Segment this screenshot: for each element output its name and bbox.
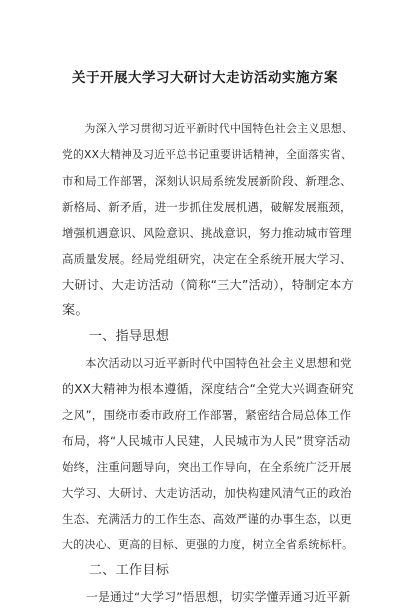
document-body (62, 116, 354, 610)
paragraph-line: 之风”，围绕市委市政府工作部署，紧密结合局总体工作 (62, 408, 352, 422)
section-heading: 一、指导思想 (62, 329, 170, 344)
paragraph-line: 本次活动以习近平新时代中国特色社会主义思想和党 (62, 356, 352, 370)
paragraph-line: 大学习、大研讨、大走访活动，加快构建风清气正的政治 (62, 486, 352, 500)
paragraph-line: 高质量发展。经局党组研究，决定在全系统开展大学习、 (62, 252, 352, 266)
paragraph-line: 大研讨、大走访活动（简称“三大”活动），特制定本方 (62, 278, 354, 292)
paragraph-line: 为深入学习贯彻习近平新时代中国特色社会主义思想、 (62, 122, 354, 135)
paragraph-line: 新格局、新矛盾，进一步抓住发展机遇，破解发展瓶颈， (62, 200, 352, 214)
paragraph-line: 增强机遇意识、风险意识、挑战意识，努力推动城市管理 (62, 226, 352, 240)
paragraph-line: 党的XX大精神及习近平总书记重要讲话精神，全面落实省、 (62, 148, 353, 161)
paragraph-line: 案。 (62, 303, 89, 318)
paragraph-line: 布局，将“人民城市人民建，人民城市为人民”贯穿活动 (62, 434, 351, 448)
paragraph-line: 大的决心、更高的目标、更强的力度，树立全省系统标杆。 (62, 538, 354, 551)
paragraph-line: 始终，注重问题导向，突出工作导向，在全系统广泛开展 (62, 460, 352, 474)
section-heading: 二、工作目标 (62, 563, 170, 578)
document-title: 关于开展大学习大研讨大走访活动实施方案 (72, 70, 338, 86)
paragraph-line: 一是通过“大学习”悟思想，切实学懂弄通习近平新 (62, 590, 351, 604)
paragraph-line: 生态、充满活力的工作生态、高效严谨的办事生态，以更 (62, 512, 352, 526)
paragraph-line: 的XX大精神为根本遵循，深度结合“全党大兴调查研究 (62, 382, 354, 396)
paragraph-line: 市和局工作部署，深刻认识局系统发展新阶段、新理念、 (62, 174, 352, 188)
